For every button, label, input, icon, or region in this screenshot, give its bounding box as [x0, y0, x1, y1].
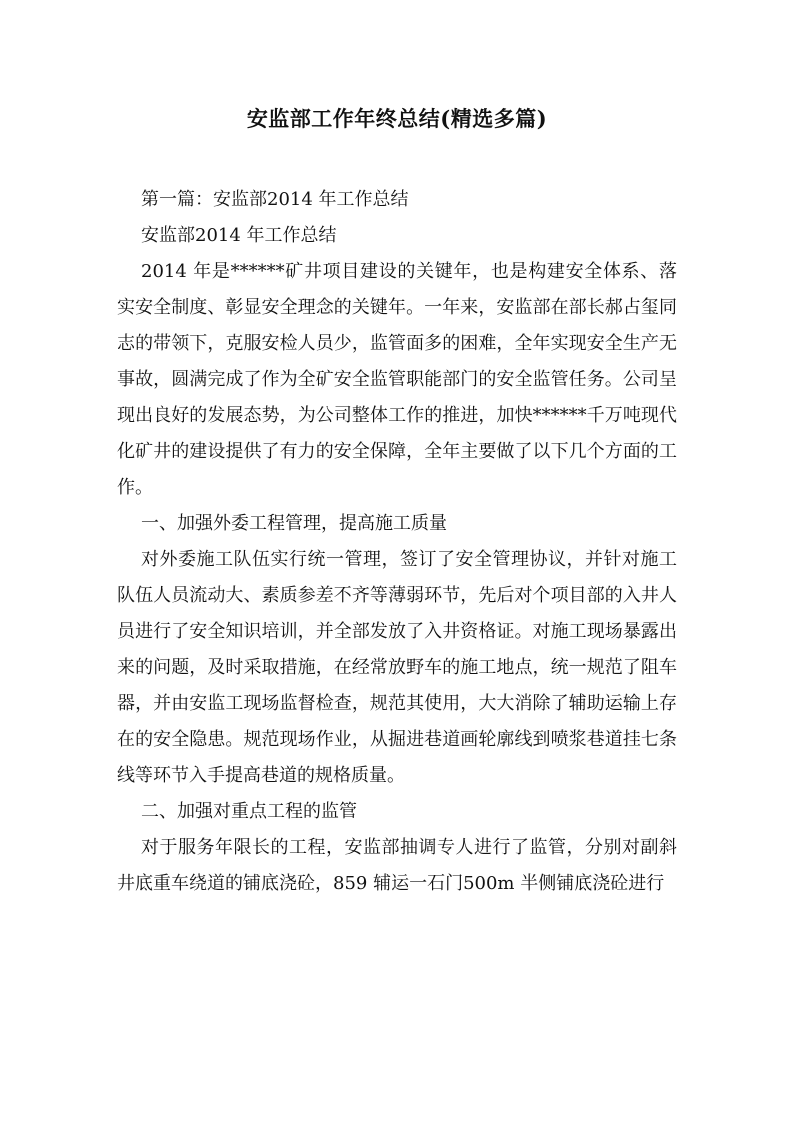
document-body: [117, 182, 677, 902]
body-paragraph: 对外委施工队伍实行统一管理，签订了安全管理协议，并针对施工队伍人员流动大、素质参差不齐等薄弱环节，先后对个项目部的入井人员进行了安全知识培训，并全部发放了入井资格证。对施工现场暴露出来的问题，及时采取措施，在经常放野车的施工地点，统一规范了阻车器，并由安监工现场监督检查，规范其使用，大大消除了辅助运输上存在的安全隐患。规范现场作业，从掘进巷道画轮廓线到喷浆巷道挂七条线等环节入手提高巷道的规格质量。: [117, 549, 677, 786]
document-title: 安监部工作年终总结(精选多篇): [246, 106, 548, 131]
section-heading: 二、加强对重点工程的监管: [141, 801, 357, 822]
section-heading: 一、加强外委工程管理，提高施工质量: [141, 513, 447, 534]
body-paragraph: 对于服务年限长的工程，安监部抽调专人进行了监管，分别对副斜井底重车绕道的铺底浇砼，859 辅运一石门500m 半侧铺底浇砼进行: [117, 837, 677, 894]
subsection-heading: 安监部2014 年工作总结: [141, 225, 337, 246]
section-heading: 第一篇：安监部2014 年工作总结: [141, 189, 409, 210]
body-paragraph: 2014 年是******矿井项目建设的关键年，也是构建安全体系、落实安全制度、彰显安全理念的关键年。一年来，安监部在部长郝占玺同志的带领下，克服安检人员少，监管面多的困难，全年实现安全生产无事故，圆满完成了作为全矿安全监管职能部门的安全监管任务。公司呈现出良好的发展态势，为公司整体工作的推进，加快******千万吨现代化矿井的建设提供了有力的安全保障，全年主要做了以下几个方面的工作。: [117, 261, 677, 498]
